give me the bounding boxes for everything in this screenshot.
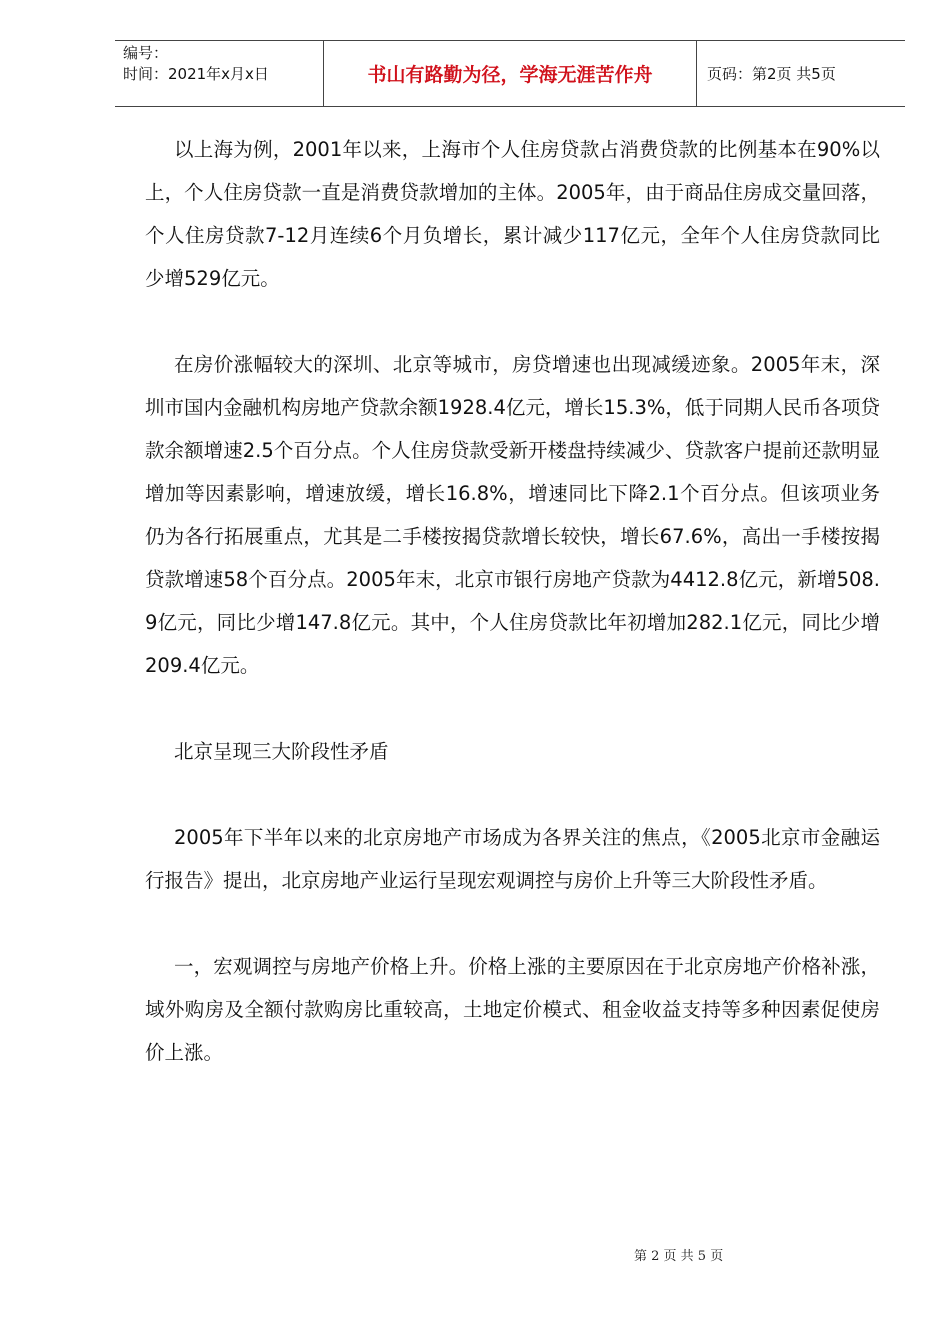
serial-number-label: 编号： <box>123 44 169 62</box>
section-heading: 北京呈现三大阶段性矛盾 <box>174 740 389 763</box>
date-label: 时间：2021年x月x日 <box>123 65 269 83</box>
paragraph-beijing-report: 2005年下半年以来的北京房地产市场成为各界关注的焦点，《2005北京市金融运行报告》提出，北京房地产业运行呈现宏观调控与房价上升等三大阶段性矛盾。 <box>145 826 880 892</box>
paragraph-shenzhen-beijing: 在房价涨幅较大的深圳、北京等城市，房贷增速也出现减缓迹象。2005年末，深圳市国内金融机构房地产贷款余额1928.4亿元，增长15.3%，低于同期人民币各项贷款余额增速2.5个百分点。个人住房贷款受新开楼盘持续减少、贷款客户提前还款明显增加等因素影响，增速放缓，增长16.8%，增速同比下降2.1个百分点。但该项业务仍为各行拓展重点，尤其是二手楼按揭贷款增长较快，增长67.6%，高出一手楼按揭贷款增速58个百分点。2005年末，北京市银行房地产贷款为4412.8亿元，新增508.9亿元，同比少增147.8亿元。其中，个人住房贷款比年初增加282.1亿元，同比少增209.4亿元。 <box>145 353 880 677</box>
page-footer: 第 2 页 共 5 页 <box>634 1249 724 1264</box>
header-page-number: 页码：第2页 共5页 <box>697 41 906 107</box>
document-body <box>145 128 880 1074</box>
paragraph-macro-control: 一，宏观调控与房地产价格上升。价格上涨的主要原因在于北京房地产价格补涨，域外购房及全额付款购房比重较高，土地定价模式、租金收益支持等多种因素促使房价上涨。 <box>145 955 880 1064</box>
header-motto: 书山有路勤为径，学海无涯苦作舟 <box>324 41 697 107</box>
paragraph-shanghai: 以上海为例，2001年以来，上海市个人住房贷款占消费贷款的比例基本在90%以上，个人住房贷款一直是消费贷款增加的主体。2005年，由于商品住房成交量回落，个人住房贷款7-12月连续6个月负增长，累计减少117亿元，全年个人住房贷款同比少增529亿元。 <box>145 138 880 290</box>
header-meta <box>115 41 324 107</box>
page-header <box>115 40 905 107</box>
